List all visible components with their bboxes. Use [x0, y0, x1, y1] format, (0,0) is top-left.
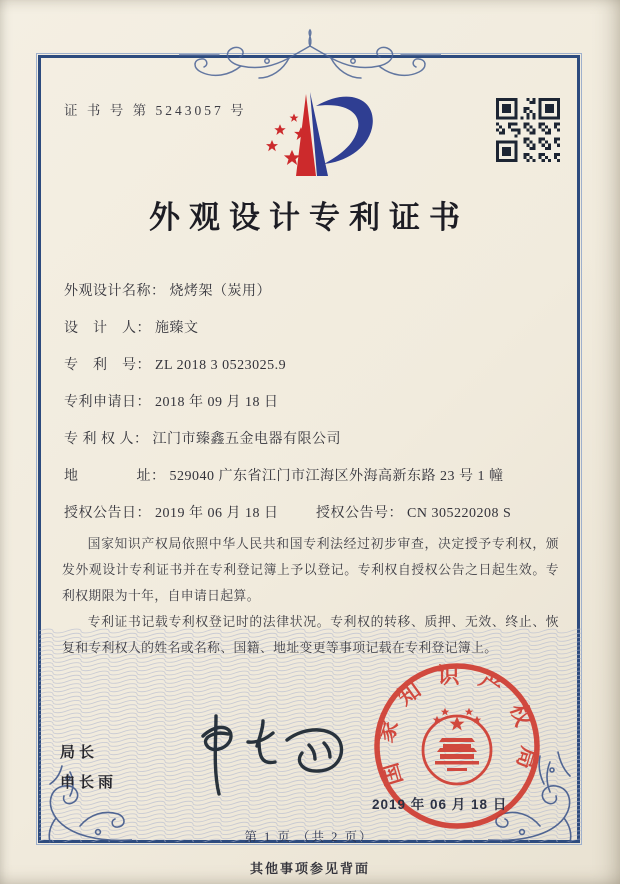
- field-label: 专 利 号：: [64, 358, 151, 373]
- handwritten-signature-icon: [185, 710, 355, 802]
- qr-code-icon: [496, 98, 560, 162]
- signer-name: 申长雨: [60, 774, 118, 791]
- field-value: 烧烤架（炭用）: [169, 284, 271, 299]
- field-label: 地 址：: [64, 469, 166, 484]
- field-patent-number: [64, 354, 564, 374]
- certificate-number: 证 书 号 第 5243057 号: [64, 103, 247, 118]
- grant-number-value: CN 305220208 S: [407, 506, 512, 521]
- field-designer: [64, 317, 564, 337]
- legal-paragraph-1: 国家知识产权局依照中华人民共和国专利法经过初步审查，决定授予专利权，颁发外观设计专利证书并在专利登记簿上予以登记。专利权自授权公告之日起生效。专利权期限为十年，自申请日起算。: [62, 537, 559, 603]
- field-address: [64, 465, 564, 485]
- grant-date-label: 授权公告日：: [64, 506, 151, 521]
- seal-ring-text: 国家知识产权局: [371, 662, 543, 789]
- field-value: ZL 2018 3 0523025.9: [155, 358, 287, 373]
- field-label: 设 计 人：: [64, 321, 151, 336]
- field-grant-row: [64, 502, 564, 522]
- field-label: 外观设计名称：: [64, 284, 166, 299]
- field-filing-date: [64, 391, 564, 411]
- signer-title: 局长: [60, 744, 99, 761]
- field-label: 专 利 权 人：: [64, 432, 149, 447]
- grant-date-value: 2019 年 06 月 18 日: [155, 506, 279, 521]
- field-value: 529040 广东省江门市江海区外海高新东路 23 号 1 幢: [169, 469, 504, 484]
- grant-number-label: 授权公告号：: [316, 506, 403, 521]
- seal-national-emblem: [423, 708, 491, 784]
- seal-date: 2019 年 06 月 18 日: [372, 797, 508, 812]
- field-value: 施臻文: [155, 321, 199, 336]
- field-value: 江门市臻鑫五金电器有限公司: [152, 432, 341, 447]
- cnipa-logo-icon: [250, 84, 385, 188]
- signer-block: [60, 738, 117, 798]
- legal-paragraph-2: 专利证书记载专利权登记时的法律状况。专利权的转移、质押、无效、终止、恢复和专利权人的姓名或名称、国籍、地址变更等事项记载在专利登记簿上。: [62, 615, 559, 655]
- field-patentee: [64, 428, 564, 448]
- grant-number-pair: [316, 502, 511, 522]
- certificate-title: 外观设计专利证书: [149, 200, 469, 235]
- page-number: 第 1 页 （共 2 页）: [244, 830, 374, 844]
- legal-text-block: [62, 531, 559, 661]
- back-side-note: 其他事项参见背面: [249, 861, 370, 876]
- field-value: 2018 年 09 月 18 日: [155, 395, 279, 410]
- field-design-name: [64, 280, 564, 300]
- field-label: 专利申请日：: [64, 395, 151, 410]
